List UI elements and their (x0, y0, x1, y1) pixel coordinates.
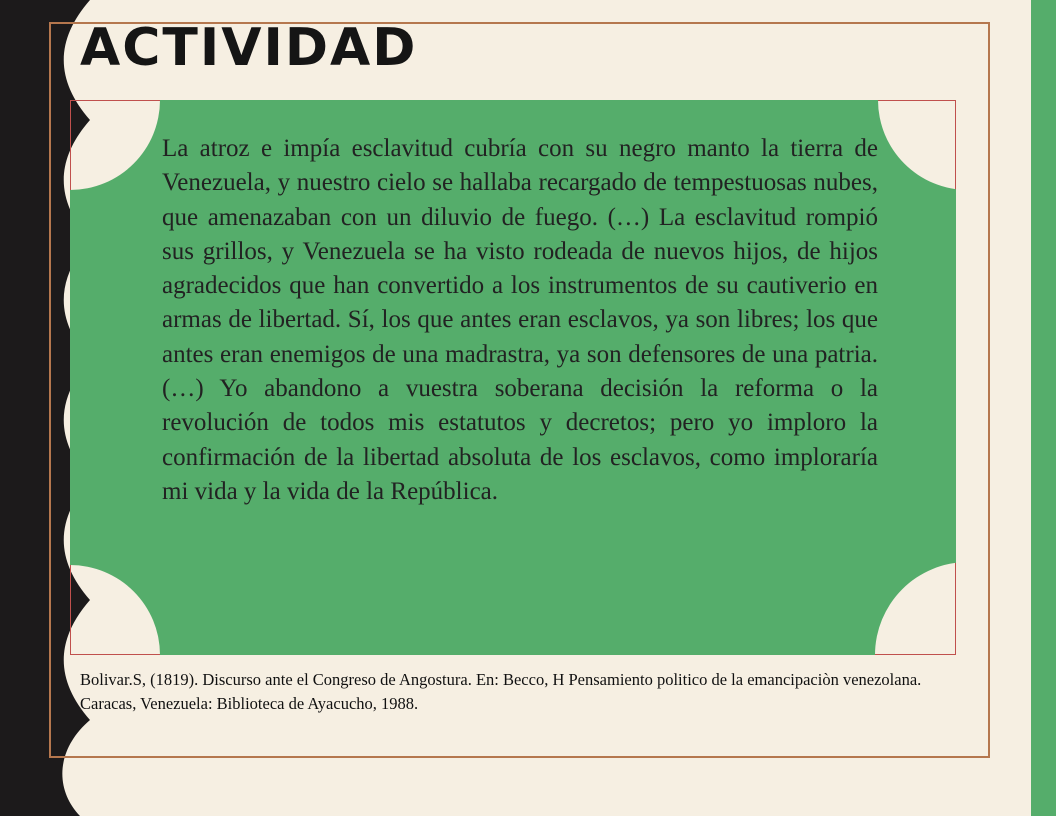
slide-title: ACTIVIDAD (80, 18, 418, 78)
right-accent-stripe (1031, 0, 1056, 816)
quote-text: La atroz e impía esclavitud cubría con su negro manto la tierra de Venezuela, y nuestro cielo se hallaba recargado de tempestuosas nubes, que amenazaban con un diluvio de fuego. (…) La esclavitud rompió sus grillos, y Venezuela se ha visto rodeada de nuevos hijos, de hijos agradecidos que han convertido a los instrumentos de su cautiverio en armas de libertad. Sí, los que antes eran esclavos, ya son libres; los que antes eran enemigos de una madrastra, ya son defensores de una patria. (…) Yo abandono a vuestra soberana decisión la reforma o la revolución de todos mis estatutos y decretos; pero yo imploro la confirmación de la libertad absoluta de los esclavos, como imploraría mi vida y la vida de la República. (162, 135, 878, 505)
citation-text: Bolivar.S, (1819). Discurso ante el Congreso de Angostura. En: Becco, H Pensamiento politico de la emancipaciòn venezolana. Caracas, Venezuela: Biblioteca de Ayacucho, 1988. (80, 670, 922, 713)
